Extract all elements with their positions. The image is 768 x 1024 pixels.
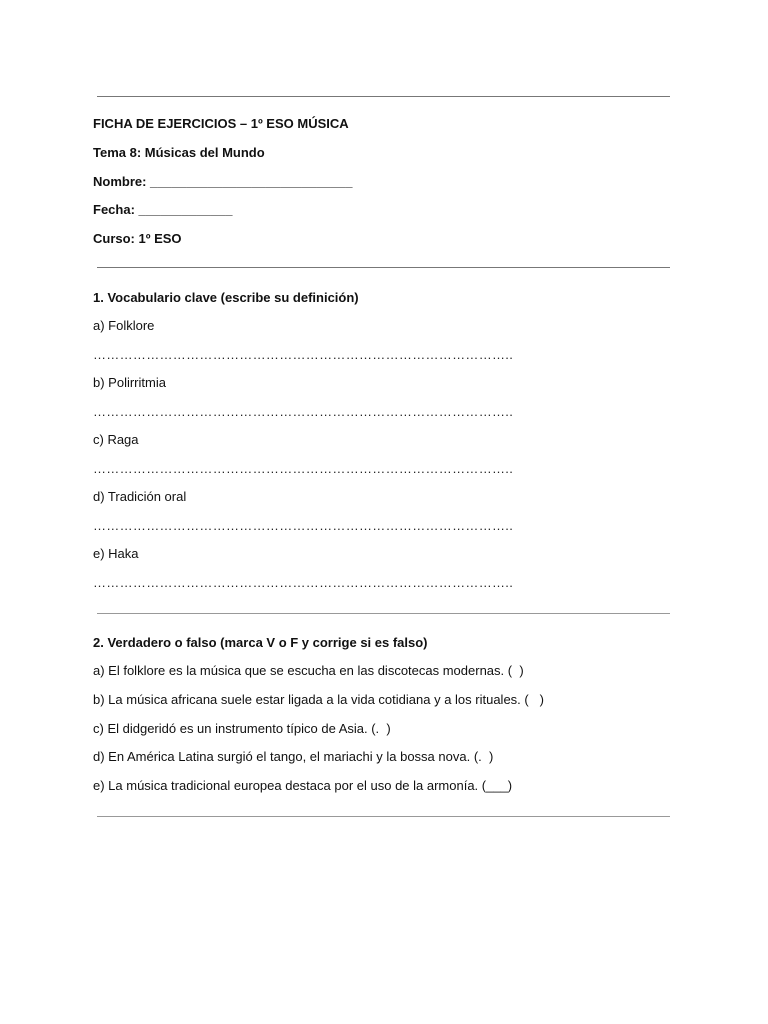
top-divider: [97, 96, 670, 97]
section2-heading: 2. Verdadero o falso (marca V o F y corrige si es falso): [93, 635, 428, 650]
vocab-item-haka: e) Haka: [93, 546, 139, 561]
topic-heading: Tema 8: Músicas del Mundo: [93, 145, 265, 160]
bottom-divider: [97, 816, 670, 817]
vocab-item-folklore: a) Folklore: [93, 318, 155, 333]
true-false-item-e: e) La música tradicional europea destaca por el uso de la armonía. (___): [93, 778, 513, 793]
course-label: Curso: 1º ESO: [93, 231, 182, 246]
answer-line-polirritmia: …………………………………………………………………………………..: [93, 404, 514, 419]
date-field: Fecha: _____________: [93, 202, 233, 217]
answer-line-tradicion-oral: …………………………………………………………………………………..: [93, 518, 514, 533]
name-field: Nombre: ____________________________: [93, 174, 353, 189]
header-divider: [97, 267, 670, 268]
worksheet-title: FICHA DE EJERCICIOS – 1º ESO MÚSICA: [93, 116, 349, 131]
vocab-item-raga: c) Raga: [93, 432, 139, 447]
true-false-item-b: b) La música africana suele estar ligada a la vida cotidiana y a los rituales. ( ): [93, 692, 544, 707]
vocab-item-tradicion-oral: d) Tradición oral: [93, 489, 187, 504]
section1-heading: 1. Vocabulario clave (escribe su definición): [93, 290, 359, 305]
true-false-item-a: a) El folklore es la música que se escucha en las discotecas modernas. ( ): [93, 663, 524, 678]
vocab-item-polirritmia: b) Polirritmia: [93, 375, 166, 390]
true-false-item-d: d) En América Latina surgió el tango, el mariachi y la bossa nova. (. ): [93, 749, 494, 764]
answer-line-haka: …………………………………………………………………………………..: [93, 575, 514, 590]
answer-line-raga: …………………………………………………………………………………..: [93, 461, 514, 476]
answer-line-folklore: …………………………………………………………………………………..: [93, 347, 514, 362]
section1-divider: [97, 613, 670, 614]
true-false-item-c: c) El didgeridó es un instrumento típico de Asia. (. ): [93, 721, 391, 736]
